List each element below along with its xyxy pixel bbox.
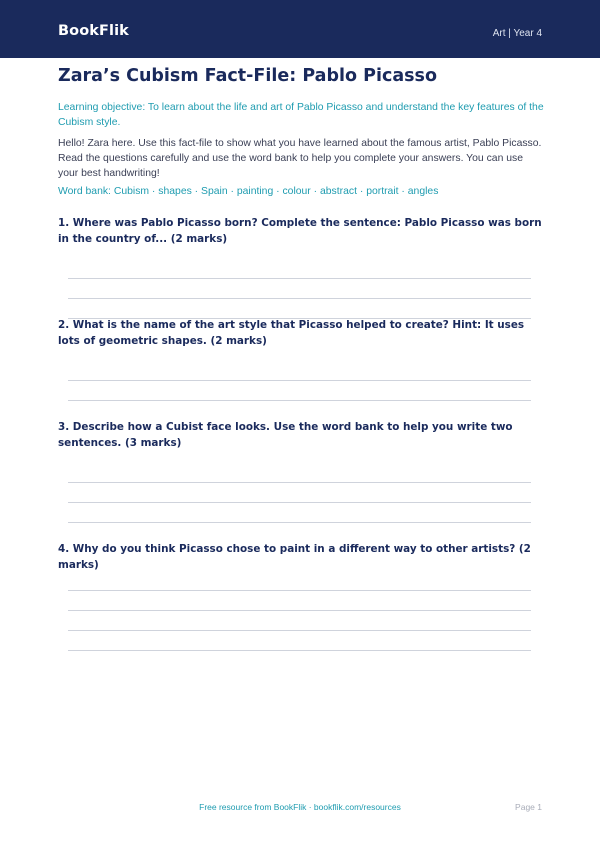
answer-line[interactable] — [68, 630, 531, 631]
question-2: 2. What is the name of the art style that Picasso helped to create? Hint: It uses lots of geometric shapes. (2 marks) — [58, 319, 525, 347]
word-bank: Word bank: Cubism · shapes · Spain · painting · colour · abstract · portrait · angles — [58, 186, 439, 197]
subject-year-label: Art | Year 4 — [492, 28, 542, 39]
question-4: 4. Why do you think Picasso chose to paint in a different way to other artists? (2 marks) — [58, 543, 531, 571]
header-bar — [0, 0, 600, 58]
question-3: 3. Describe how a Cubist face looks. Use the word bank to help you write two sentences. (3 marks) — [58, 421, 513, 449]
page-number: Page 1 — [515, 802, 542, 812]
footer-source-link[interactable]: Free resource from BookFlik · bookflik.com/resources — [199, 802, 401, 812]
answer-line[interactable] — [68, 380, 531, 381]
page-title: Zara’s Cubism Fact-File: Pablo Picasso — [58, 66, 437, 86]
answer-line[interactable] — [68, 590, 531, 591]
question-1: 1. Where was Pablo Picasso born? Complete the sentence: Pablo Picasso was born in the country of... (2 marks) — [58, 217, 542, 245]
answer-line[interactable] — [68, 650, 531, 651]
answer-line[interactable] — [68, 502, 531, 503]
learning-objective: Learning objective: To learn about the life and art of Pablo Picasso and understand the key features of the Cubism style. — [58, 102, 544, 128]
answer-line[interactable] — [68, 298, 531, 299]
answer-line[interactable] — [68, 610, 531, 611]
answer-line[interactable] — [68, 400, 531, 401]
answer-line[interactable] — [68, 522, 531, 523]
answer-line[interactable] — [68, 278, 531, 279]
intro-text: Hello! Zara here. Use this fact-file to show what you have learned about the famous artist, Pablo Picasso. Read the questions carefully and use the word bank to help you complete your answers. You can use your best handwriting! — [58, 138, 542, 179]
answer-line[interactable] — [68, 482, 531, 483]
brand-logo: BookFlik — [58, 23, 129, 39]
